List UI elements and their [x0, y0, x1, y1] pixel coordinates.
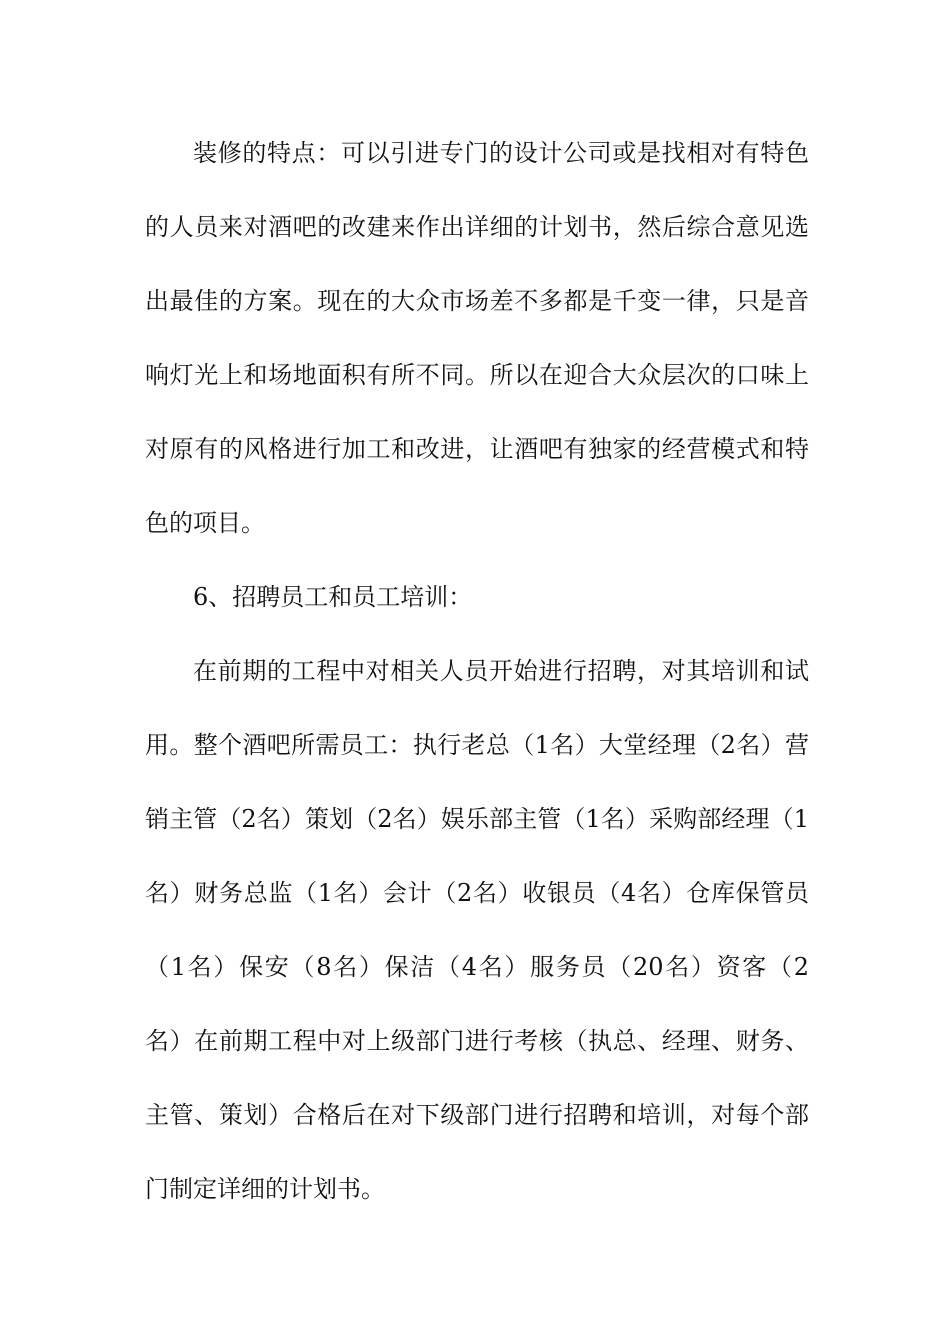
paragraph-decoration-line-1: 装修的特点：可以引进专门的设计公司或是找相对有特色: [193, 139, 809, 167]
paragraph-recruitment-line-6: 名）在前期工程中对上级部门进行考核（执总、经理、财务、: [145, 1027, 809, 1055]
paragraph-recruitment-line-1: 在前期的工程中对相关人员开始进行招聘，对其培训和试: [193, 657, 809, 685]
paragraph-recruitment-line-4: 名）财务总监（1名）会计（2名）收银员（4名）仓库保管员: [145, 879, 809, 907]
paragraph-recruitment-line-2: 用。整个酒吧所需员工：执行老总（1名）大堂经理（2名）营: [145, 731, 809, 759]
paragraph-decoration-line-4: 响灯光上和场地面积有所不同。所以在迎合大众层次的口味上: [145, 361, 809, 389]
paragraph-decoration-line-2: 的人员来对酒吧的改建来作出详细的计划书，然后综合意见选: [145, 213, 809, 241]
paragraph-recruitment-line-5: （1名）保安（8名）保洁（4名）服务员（20名）资客（2: [145, 953, 809, 981]
paragraph-decoration-line-6: 色的项目。: [145, 509, 265, 537]
paragraph-recruitment-line-3: 销主管（2名）策划（2名）娱乐部主管（1名）采购部经理（1: [145, 805, 809, 833]
document-body: [145, 116, 809, 1226]
paragraph-decoration-line-5: 对原有的风格进行加工和改进，让酒吧有独家的经营模式和特: [145, 435, 809, 463]
paragraph-recruitment-line-8: 门制定详细的计划书。: [145, 1175, 385, 1203]
section-heading-recruitment: 6、招聘员工和员工培训：: [193, 583, 473, 611]
paragraph-recruitment-line-7: 主管、策划）合格后在对下级部门进行招聘和培训，对每个部: [145, 1101, 809, 1129]
paragraph-decoration-line-3: 出最佳的方案。现在的大众市场差不多都是千变一律，只是音: [145, 287, 809, 315]
